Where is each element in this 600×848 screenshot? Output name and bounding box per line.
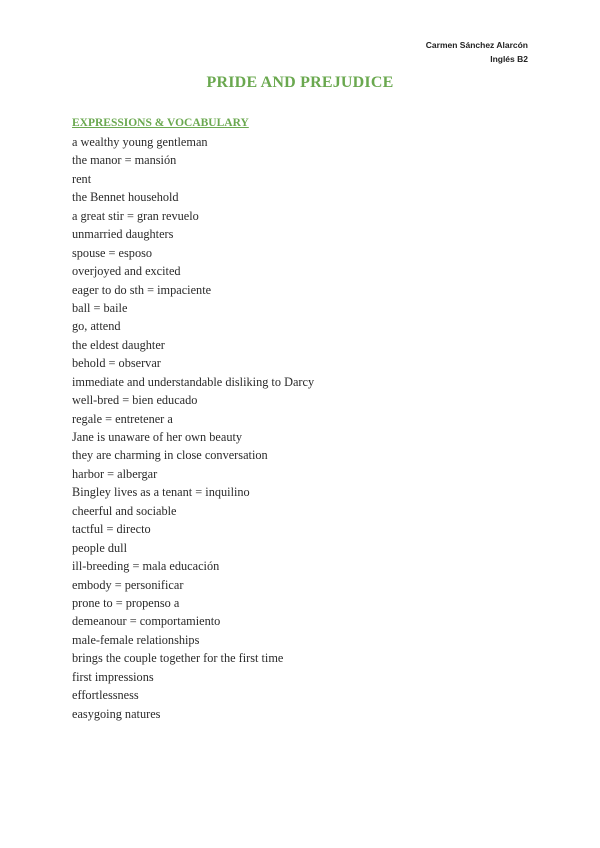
vocab-item: overjoyed and excited bbox=[72, 264, 181, 279]
vocab-item: eager to do sth = impaciente bbox=[72, 282, 212, 297]
vocab-item: a great stir = gran revuelo bbox=[72, 208, 199, 223]
vocab-item: prone to = propenso a bbox=[72, 595, 180, 610]
vocabulary-list bbox=[72, 133, 314, 723]
vocab-item: the manor = mansión bbox=[72, 153, 177, 168]
author-name: Carmen Sánchez Alarcón bbox=[425, 40, 528, 50]
vocab-item: male-female relationships bbox=[72, 632, 200, 647]
document-title: PRIDE AND PREJUDICE bbox=[206, 74, 394, 91]
vocab-item: a wealthy young gentleman bbox=[72, 135, 208, 149]
vocab-item: people dull bbox=[72, 540, 127, 555]
vocab-item: they are charming in close conversation bbox=[72, 448, 268, 463]
section-heading: EXPRESSIONS & VOCABULARY bbox=[72, 117, 249, 129]
vocab-item: brings the couple together for the first time bbox=[72, 651, 284, 666]
vocab-item: embody = personificar bbox=[72, 577, 184, 592]
vocab-item: unmarried daughters bbox=[72, 227, 174, 242]
vocab-item: Jane is unaware of her own beauty bbox=[72, 430, 243, 444]
page-header bbox=[426, 38, 528, 66]
vocab-item: tactful = directo bbox=[72, 522, 151, 537]
vocab-item: well-bred = bien educado bbox=[72, 393, 198, 408]
vocab-item: immediate and understandable disliking to Darcy bbox=[72, 374, 315, 389]
vocab-item: ball = baile bbox=[72, 300, 128, 315]
course-name: Inglés B2 bbox=[490, 54, 528, 64]
vocab-item: the Bennet household bbox=[72, 190, 179, 205]
vocab-item: harbor = albergar bbox=[72, 466, 158, 481]
vocab-item: spouse = esposo bbox=[72, 245, 153, 260]
vocab-item: the eldest daughter bbox=[72, 337, 165, 352]
vocab-item: demeanour = comportamiento bbox=[72, 614, 221, 629]
vocab-item: cheerful and sociable bbox=[72, 503, 177, 518]
vocab-item: regale = entretener a bbox=[72, 411, 173, 426]
vocab-item: Bingley lives as a tenant = inquilino bbox=[72, 485, 250, 500]
vocab-item: effortlessness bbox=[72, 688, 139, 703]
vocab-item: behold = observar bbox=[72, 356, 161, 371]
vocab-item: first impressions bbox=[72, 669, 154, 684]
vocab-item: easygoing natures bbox=[72, 706, 161, 721]
vocab-item: rent bbox=[72, 171, 92, 186]
vocab-item: go, attend bbox=[72, 319, 121, 334]
vocab-item: ill-breeding = mala educación bbox=[72, 559, 220, 574]
